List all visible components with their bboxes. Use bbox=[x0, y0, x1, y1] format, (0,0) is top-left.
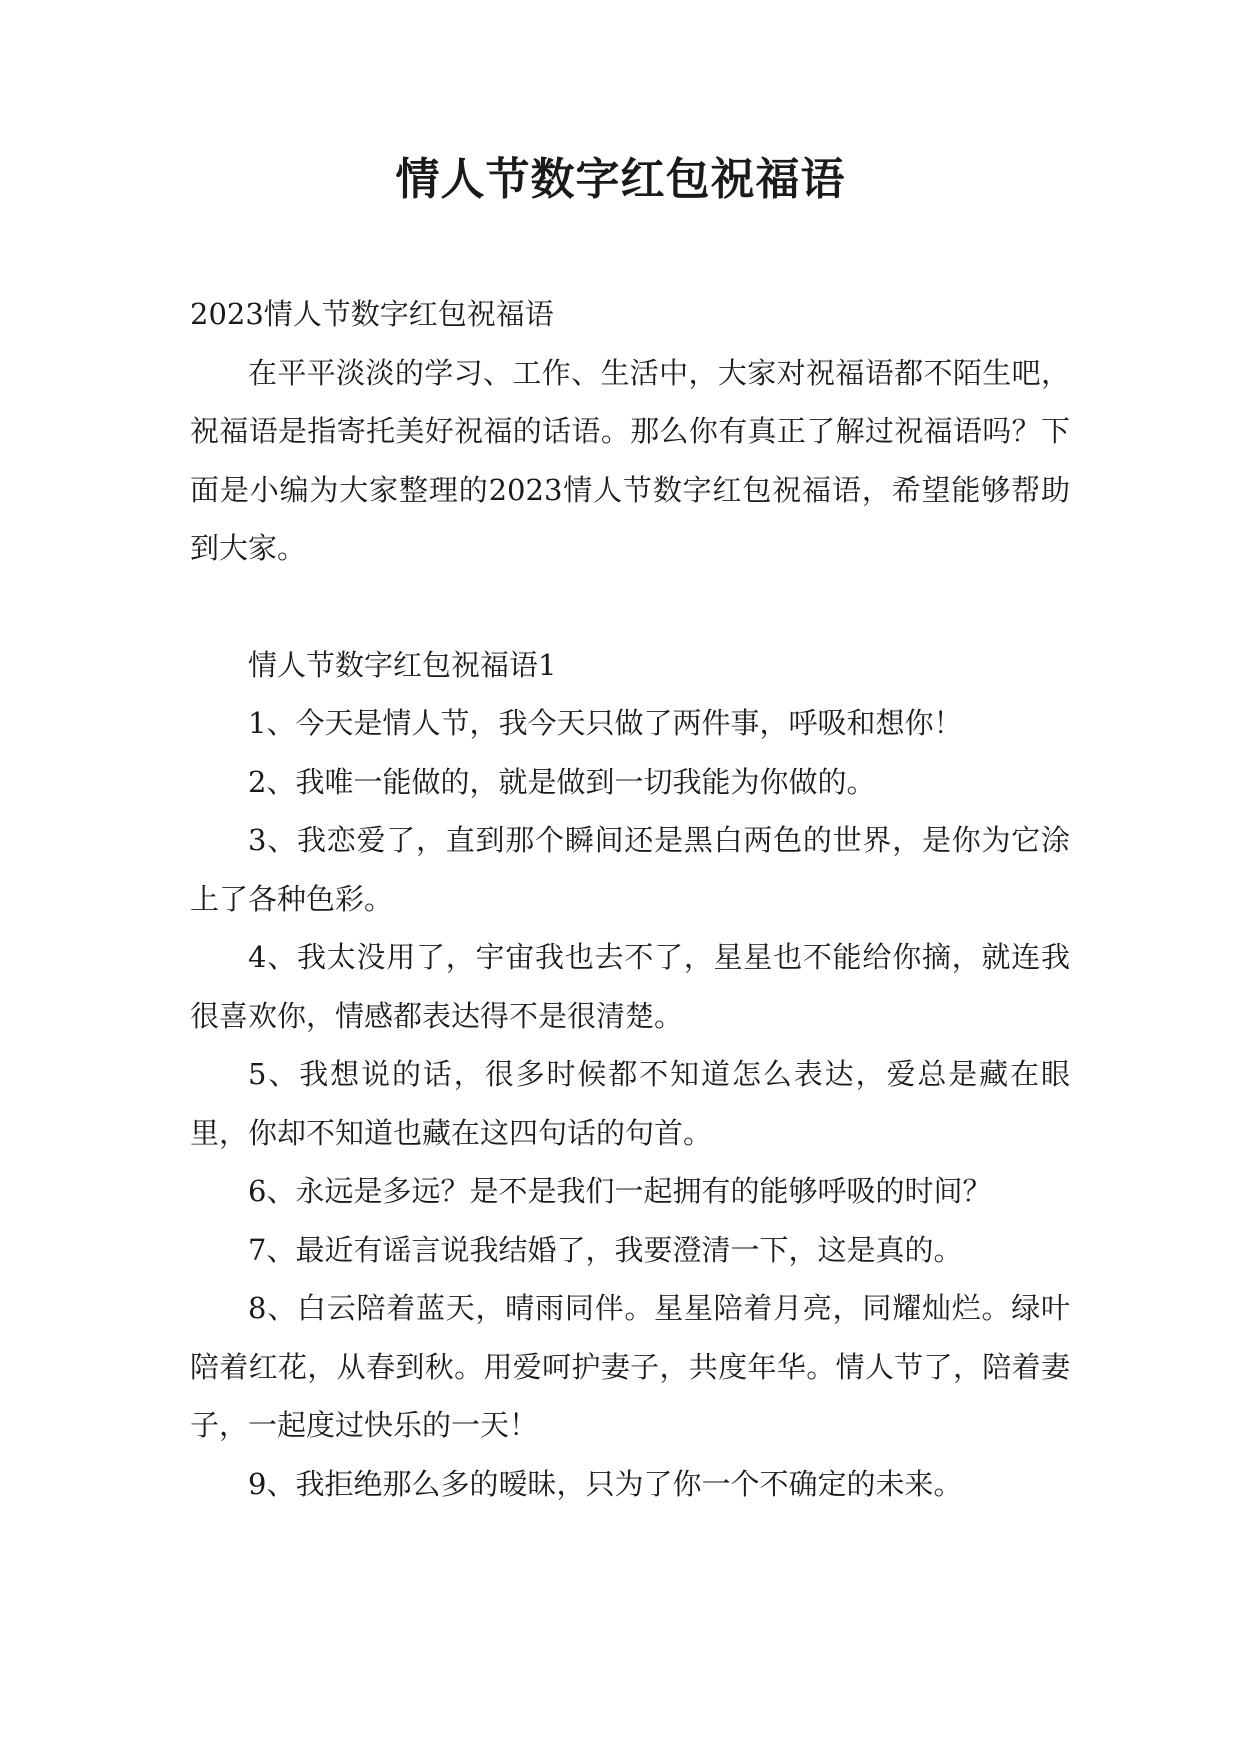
intro-paragraph: 在平平淡淡的学习、工作、生活中，大家对祝福语都不陌生吧，祝福语是指寄托美好祝福的话语。那么你有真正了解过祝福语吗？下面是小编为大家整理的2023情人节数字红包祝福语，希望能够帮助到大家。 bbox=[190, 355, 1070, 565]
document-body bbox=[190, 285, 1070, 1513]
document-title: 情人节数字红包祝福语 bbox=[395, 154, 846, 205]
list-item: 3、我恋爱了，直到那个瞬间还是黑白两色的世界，是你为它涂上了各种色彩。 bbox=[190, 823, 1070, 916]
list-item: 8、白云陪着蓝天，晴雨同伴。星星陪着月亮，同耀灿烂。绿叶陪着红花，从春到秋。用爱呵护妻子，共度年华。情人节了，陪着妻子，一起度过快乐的一天！ bbox=[190, 1291, 1070, 1442]
list-item: 2、我唯一能做的，就是做到一切我能为你做的。 bbox=[248, 764, 876, 799]
list-item: 5、我想说的话，很多时候都不知道怎么表达，爱总是藏在眼里，你却不知道也藏在这四句话的句首。 bbox=[190, 1057, 1070, 1150]
subtitle-line: 2023情人节数字红包祝福语 bbox=[190, 297, 554, 331]
list-item: 7、最近有谣言说我结婚了，我要澄清一下，这是真的。 bbox=[248, 1232, 963, 1267]
section-heading: 情人节数字红包祝福语1 bbox=[248, 647, 557, 682]
list-item: 1、今天是情人节，我今天只做了两件事，呼吸和想你！ bbox=[248, 706, 963, 740]
list-item: 9、我拒绝那么多的暧昧，只为了你一个不确定的未来。 bbox=[248, 1466, 963, 1501]
list-item: 4、我太没用了，宇宙我也去不了，星星也不能给你摘，就连我很喜欢你，情感都表达得不是很清楚。 bbox=[190, 940, 1070, 1033]
list-item: 6、永远是多远？是不是我们一起拥有的能够呼吸的时间？ bbox=[248, 1174, 992, 1208]
